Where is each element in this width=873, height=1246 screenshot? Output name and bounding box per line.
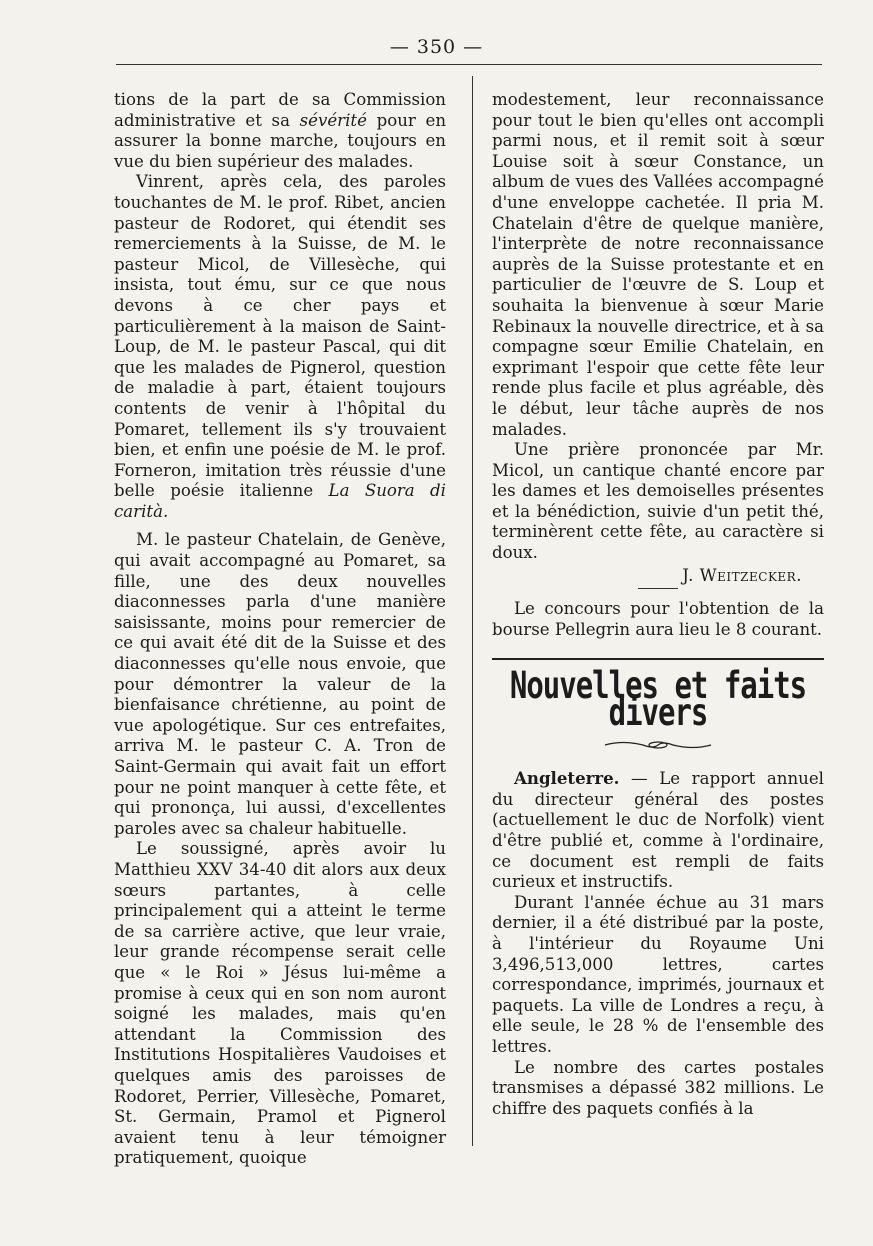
paragraph: M. le pasteur Chatelain, de Genève, qui avait accompagné au Pomaret, sa fille, une des deux nouvelles diaconnesses parla d'une manière saisissante, moins pour remercier de ce qui avait été dit de la Suisse et des diaconnesses qu'elle nous envoie, que pour démontrer la valeur de la bienfaisance chrétienne, au point de vue apologétique. Sur ces entrefaites, arriva M. le pasteur C. A. Tron de Saint-Germain qui avait fait un effort pour ne point manquer à cette fête, et qui prononça, lui aussi, d'excellentes paroles avec sa chaleur habituelle. [114, 530, 446, 838]
header-rule [116, 64, 822, 65]
ornament-icon [492, 736, 824, 757]
left-column [114, 90, 446, 1169]
section-rule [492, 658, 824, 660]
paragraph: tions de la part de sa Commission administrative et sa sévérité pour en assurer la bonne marche, toujours en vue du bien supérieur des malades. [114, 90, 447, 171]
news-item: Le nombre des cartes postales transmises a dépassé 382 millions. Le chiffre des paquets confiés à la [492, 1057, 824, 1118]
page-number: — 350 — [389, 36, 484, 58]
column-divider [472, 76, 473, 1146]
paragraph: modestement, leur reconnaissance pour tout le bien qu'elles ont accompli parmi nous, et il remit soit à sœur Louise soit à sœur Constance, un album de vues des Vallées accompagné d'une enveloppe cachetée. Il pria M. Chatelain d'être de quelque manière, l'interprète de notre reconnaissance auprès de la Suisse protestante et en particulier de l'œuvre de S. Loup et souhaita la bienvenue à sœur Marie Rebinaux la nouvelle directrice, et à sa compagne sœur Emilie Chatelain, en exprimant l'espoir que cette fête leur rende plus facile et plus agréable, dès le début, leur tâche auprès de nos malades. [492, 90, 824, 439]
section-heading: Nouvelles et faits divers [509, 663, 807, 735]
news-item: Durant l'année échue au 31 mars dernier, il a été distribué par la poste, à l'intérieur du Royaume Uni 3,496,513,000 lettres, cartes correspondance, imprimés, journaux et paquets. La ville de Londres a reçu, à elle seule, le 28 % de l'ensemble des lettres. [492, 892, 824, 1056]
paragraph: Une prière prononcée par Mr. Micol, un cantique chanté encore par les dames et les demoiselles présentes et la bénédiction, suivie d'un petit thé, terminèrent cette fête, au caractère si doux. [492, 440, 824, 563]
paragraph: Le soussigné, après avoir lu Matthieu XXV 34-40 dit alors aux deux sœurs partantes, à celle principalement qui a atteint le terme de sa carrière active, que leur vraie, leur grande récompense serait celle que « le Roi » Jésus lui-même a promise à ceux qui en son nom auront soigné les malades, mais qu'en attendant la Commission des Institutions Hospitalières Vaudoises et quelques amis des paroisses de Rodoret, Perrier, Villesèche, Pomaret, St. Germain, Pramol et Pignerol avaient tenu à leur témoigner pratiquement, quoique [114, 839, 446, 1168]
signature: J. Weitzecker. [682, 565, 802, 585]
short-divider [638, 588, 678, 589]
news-item: Angleterre. — Le rapport annuel du directeur général des postes (actuellement le duc de Norfolk) vient d'être publié et, comme à l'ordinaire, ce document est rempli de faits curieux et instructifs. [492, 768, 824, 892]
right-column [492, 90, 824, 1119]
paragraph: Vinrent, après cela, des paroles touchantes de M. le prof. Ribet, ancien pasteur de Rodoret, qui étendit ses remerciements à la Suisse, de M. le pasteur Micol, de Villesèche, qui insista, tout ému, sur ce que nous devons à ce cher pays et particulièrement à la maison de Saint-Loup, de M. le pasteur Pascal, qui dit que les malades de Pignerol, question de maladie à part, étaient toujours contents de venir à l'hôpital du Pomaret, tellement ils s'y trouvaient bien, et enfin une poésie de M. le prof. Forneron, imitation très réussie d'une belle poésie italienne La Suora di carità. [114, 172, 446, 521]
notice: Le concours pour l'obtention de la bourse Pellegrin aura lieu le 8 courant. [492, 599, 824, 639]
